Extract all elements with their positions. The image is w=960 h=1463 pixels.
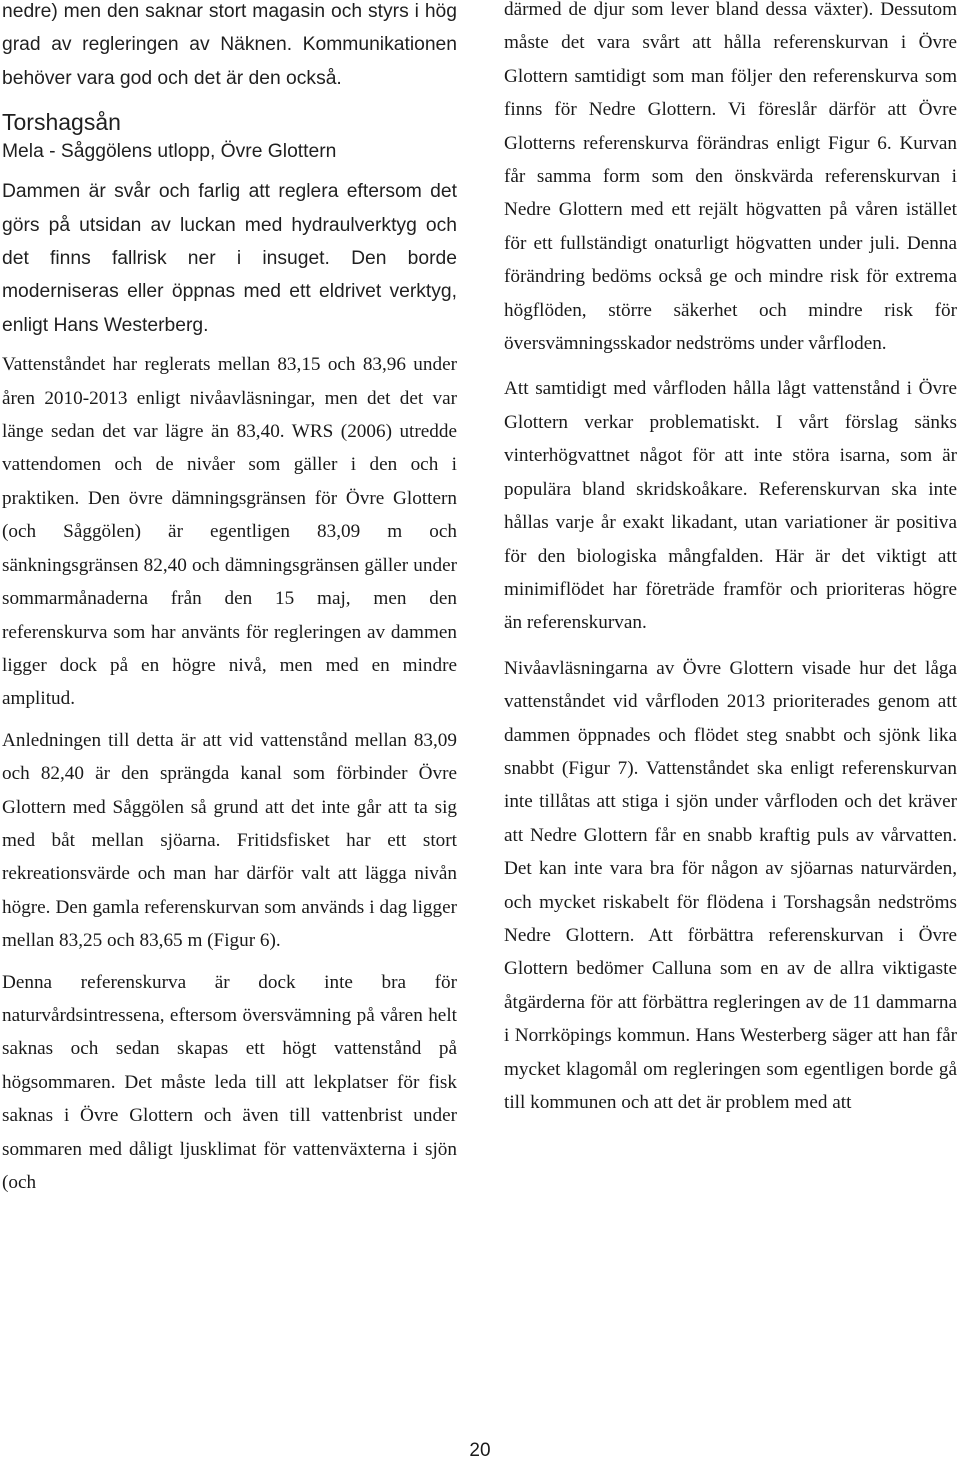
- spacer: [504, 360, 957, 372]
- right-column: [504, 0, 957, 1119]
- reference-curve-paragraph: Denna referenskurva är dock inte bra för naturvårdsintressena, eftersom översvämning på våren helt saknas och sedan skapas ett högt vattenstånd på högsommaren. Det måste leda till att lekplatser för fisk saknas i Övre Glottern och även till vattenbrist under sommaren med dåligt ljusklimat för vattenväxterna i sjön (och: [2, 971, 457, 1193]
- intro-paragraph: nedre) men den saknar stort magasin och styrs i hög grad av regleringen av Näknen. Kommunikationen behöver vara god och det är den också.: [2, 1, 457, 89]
- level-readings-paragraph: Nivåavläsningarna av Övre Glottern visade hur det låga vattenståndet vid vårfloden 2013 prioriterades genom att dammen öppnades och flödet steg snabbt och sjönk lika snabbt (Figur 7). Vattenståndet ska enligt referenskurvan inte tillåtas att stiga i sjön under vårfloden och det kräver att Nedre Glottern får en snabb kraftig puls av vårvatten. Det kan inte vara bra för någon av sjöarnas naturvärden, och mycket riskabelt för flödena i Torshagsån nedströms Nedre Glottern. Att förbättra referenskurvan i Övre Glottern bedömer Calluna som en av de allra viktigaste åtgärderna för att förbättra regleringen av de 11 dammarna i Norrköpings kommun. Hans Westerberg säger att han får mycket klagomål om regleringen som egentligen borde gå till kommunen och att det är problem med att: [504, 657, 957, 1113]
- low-water-paragraph: Att samtidigt med vårfloden hålla lågt vattenstånd i Övre Glottern verkar problematiskt. I vårt förslag sänks vinterhögvattnet något för att inte störa isarna, som är populära bland skridskoåkare. Referenskurvan ska inte hållas varje år exakt likadant, utan variationer är positiva för den biologiska mångfalden. Här är det viktigt att minimiflödet har företräde framför och prioriteras högre än referenskurvan.: [504, 378, 957, 634]
- spacer: [2, 958, 457, 966]
- section-subheading: Mela - Såggölens utlopp, Övre Glottern: [2, 141, 337, 163]
- water-levels-paragraph: Vattenståndet har reglerats mellan 83,15 och 83,96 under åren 2010-2013 enligt nivåavläsningar, men det det var länge sedan det var lägre än 83,40. WRS (2006) utredde vattendomen och de nivåer som gäller i den och i praktiken. Den övre dämningsgränsen för Övre Glottern (och Såggölen) är egentligen 83,09 m och sänkningsgränsen 82,40 och dämningsgränsen gäller under sommarmånaderna från den 15 maj, men den referenskurva som har använts för regleringen av dammen ligger dock på en högre nivå, men med en mindre amplitud.: [2, 354, 457, 710]
- spacer: [504, 640, 957, 652]
- left-column: [2, 0, 457, 1199]
- page-number: 20: [469, 1440, 491, 1461]
- spacer: [2, 95, 457, 107]
- spacer: [2, 167, 457, 175]
- dam-paragraph: Dammen är svår och farlig att reglera eftersom det görs på utsidan av luckan med hydraulverktyg och det finns fallrisk ner i insuget. Den borde moderniseras eller öppnas med ett eldrivet verktyg, enligt Hans Westerberg.: [2, 181, 457, 336]
- reason-paragraph: Anledningen till detta är att vid vattenstånd mellan 83,09 och 82,40 är den sprängda kanal som förbinder Övre Glottern med Såggölen så grund att det inte går att ta sig med båt mellan sjöarna. Fritidsfisket har ett stort rekreationsvärde och man har därför valt att lägga nivån högre. Den gamla referenskurvan som används i dag ligger mellan 83,25 och 83,65 m (Figur 6).: [2, 729, 457, 952]
- continuation-paragraph: därmed de djur som lever bland dessa växter). Dessutom måste det vara svårt att hålla referenskurvan i Övre Glottern samtidigt som man följer den referenskurva som finns för Nedre Glottern. Vi föreslår därför att Övre Glotterns referenskurva förändras enligt Figur 6. Kurvan får samma form som den önskvärda referenskurvan i Nedre Glottern med ett rejält högvatten på våren istället för ett fullständigt onaturligt högvatten under juli. Denna förändring bedöms också ge och mindre risk för extrema högflöden, större säkerhet och mindre risk för översvämningsskador nedströms under vårfloden.: [504, 0, 957, 355]
- spacer: [2, 716, 457, 724]
- section-heading: Torshagsån: [2, 109, 121, 136]
